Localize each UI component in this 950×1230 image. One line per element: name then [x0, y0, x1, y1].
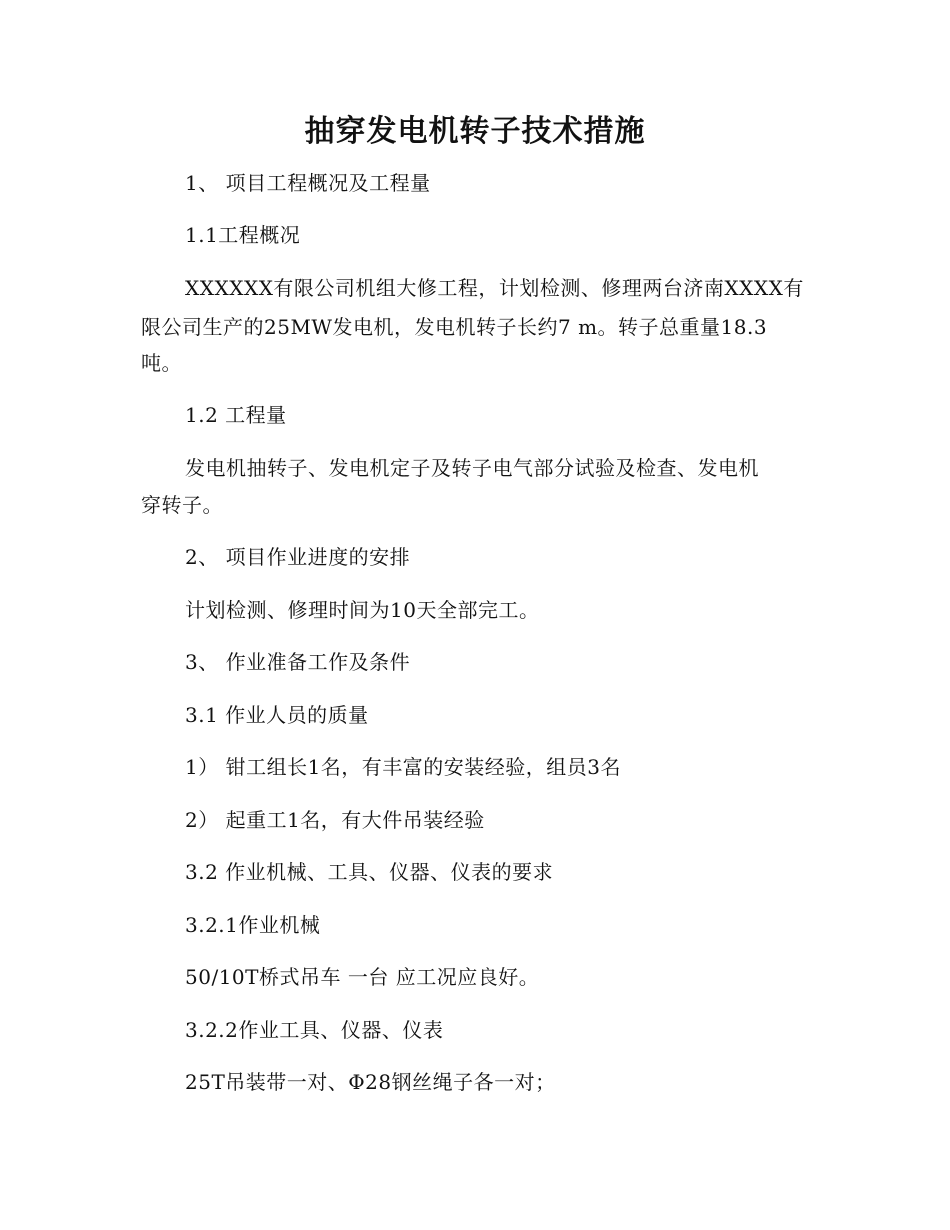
- overview-paragraph-line-3: 吨。: [141, 351, 182, 375]
- machinery-paragraph: 50/10T桥式吊车 一台 应工况应良好。: [185, 965, 540, 989]
- section-1-2-heading: 1.2 工程量: [185, 403, 287, 427]
- workload-paragraph-line-2: 穿转子。: [141, 493, 223, 517]
- section-3-2-2-heading: 3.2.2作业工具、仪器、仪表: [185, 1018, 444, 1042]
- tools-paragraph: 25T吊装带一对、Φ28钢丝绳子各一对；: [185, 1070, 556, 1094]
- section-3-1-heading: 3.1 作业人员的质量: [185, 703, 369, 727]
- section-2-heading: 2、 项目作业进度的安排: [185, 545, 411, 569]
- overview-paragraph-line-1: XXXXXX有限公司机组大修工程，计划检测、修理两台济南XXXX有: [185, 276, 804, 300]
- personnel-item-2: 2） 起重工1名，有大件吊装经验: [185, 808, 485, 832]
- section-1-1-heading: 1.1工程概况: [185, 223, 301, 247]
- document-title: 抽穿发电机转子技术措施: [304, 114, 646, 149]
- personnel-item-1: 1） 钳工组长1名，有丰富的安装经验，组员3名: [185, 755, 622, 779]
- section-3-heading: 3、 作业准备工作及条件: [185, 650, 411, 674]
- overview-paragraph-line-2: 限公司生产的25MW发电机，发电机转子长约7 m。转子总重量18.3: [141, 315, 768, 339]
- workload-paragraph-line-1: 发电机抽转子、发电机定子及转子电气部分试验及检查、发电机: [185, 456, 759, 480]
- section-1-heading: 1、 项目工程概况及工程量: [185, 171, 431, 195]
- section-3-2-1-heading: 3.2.1作业机械: [185, 913, 321, 937]
- section-3-2-heading: 3.2 作业机械、工具、仪器、仪表的要求: [185, 860, 554, 884]
- schedule-paragraph: 计划检测、修理时间为10天全部完工。: [185, 598, 540, 622]
